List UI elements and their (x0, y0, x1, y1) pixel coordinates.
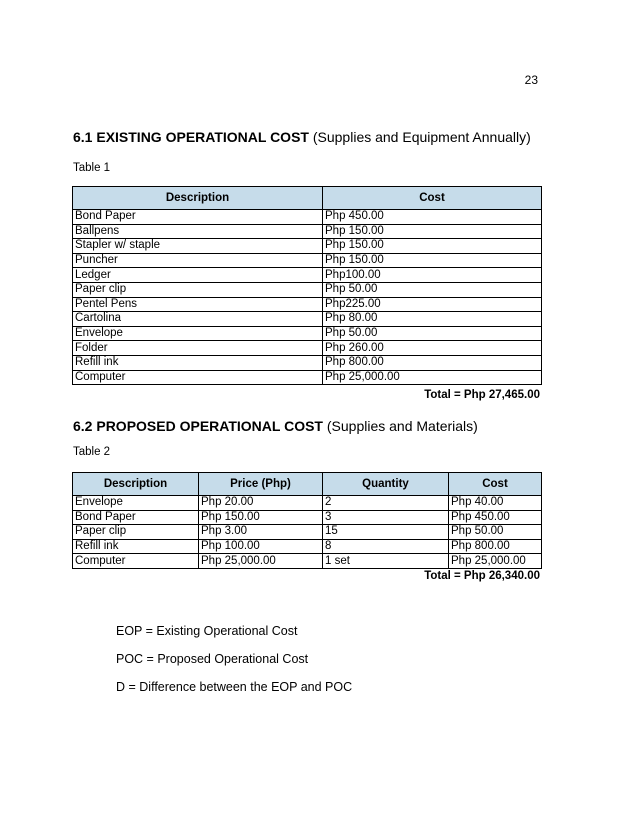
table-cell: Ledger (73, 268, 323, 283)
column-header: Quantity (323, 473, 449, 496)
table-cell: Computer (73, 554, 199, 569)
table-cell: Envelope (73, 326, 323, 341)
table-cell: Php 25,000.00 (449, 554, 542, 569)
column-header: Description (73, 187, 323, 210)
table-cell: Puncher (73, 253, 323, 268)
column-header: Cost (449, 473, 542, 496)
total-proposed: Total = Php 26,340.00 (424, 570, 540, 582)
column-header: Cost (323, 187, 542, 210)
table-caption: Table 1 (73, 162, 111, 174)
table-row (73, 355, 542, 370)
table-cell: Php 150.00 (323, 239, 542, 254)
table-cell: Cartolina (73, 312, 323, 327)
total-existing: Total = Php 27,465.00 (424, 389, 540, 401)
table-row (73, 253, 542, 268)
table-cell: Pentel Pens (73, 297, 323, 312)
table-cell: Php100.00 (323, 268, 542, 283)
table-row (73, 510, 542, 525)
table-cell: Envelope (73, 496, 199, 511)
table-cell: Bond Paper (73, 510, 199, 525)
table-cell: Php 20.00 (199, 496, 323, 511)
proposed-cost-table (72, 472, 542, 569)
table-body (73, 210, 542, 385)
heading-rest: (Supplies and Equipment Annually) (308, 129, 531, 145)
legend-eop: EOP = Existing Operational Cost (116, 624, 298, 638)
table-caption: Table 2 (73, 446, 111, 458)
table-cell: Php 50.00 (323, 326, 542, 341)
table-cell: Php 50.00 (449, 525, 542, 540)
table-cell: Php 800.00 (323, 355, 542, 370)
table-row (73, 224, 542, 239)
table-cell: Stapler w/ staple (73, 239, 323, 254)
table-cell: Php 100.00 (199, 539, 323, 554)
existing-cost-table (72, 186, 542, 385)
table-cell: Refill ink (73, 539, 199, 554)
table-row (73, 496, 542, 511)
table-cell: Php225.00 (323, 297, 542, 312)
legend-d: D = Difference between the EOP and POC (116, 680, 353, 694)
table-cell: 15 (323, 525, 449, 540)
table-cell: Computer (73, 370, 323, 385)
table-cell: Ballpens (73, 224, 323, 239)
table-row (73, 239, 542, 254)
table-cell: Folder (73, 341, 323, 356)
table-cell: Paper clip (73, 525, 199, 540)
table-row (73, 370, 542, 385)
page-number: 23 (524, 73, 538, 87)
column-header: Description (73, 473, 199, 496)
table-row (73, 341, 542, 356)
table-row (73, 268, 542, 283)
table-row (73, 525, 542, 540)
table-cell: Php 3.00 (199, 525, 323, 540)
table-cell: Php 260.00 (323, 341, 542, 356)
table-cell: Php 450.00 (449, 510, 542, 525)
table-cell: Php 40.00 (449, 496, 542, 511)
heading-rest: (Supplies and Materials) (322, 418, 478, 434)
table-header-row (73, 473, 542, 496)
table-row (73, 297, 542, 312)
legend-poc: POC = Proposed Operational Cost (116, 652, 309, 666)
section-heading-existing (73, 128, 531, 146)
table-cell: Php 50.00 (323, 282, 542, 297)
section-heading-proposed (73, 417, 478, 435)
table-cell: Paper clip (73, 282, 323, 297)
column-header: Price (Php) (199, 473, 323, 496)
table-cell: 1 set (323, 554, 449, 569)
table-row (73, 326, 542, 341)
table-cell: 3 (323, 510, 449, 525)
table-cell: 2 (323, 496, 449, 511)
table-cell: Refill ink (73, 355, 323, 370)
table-cell: Php 25,000.00 (323, 370, 542, 385)
table-cell: Php 150.00 (323, 253, 542, 268)
table-row (73, 539, 542, 554)
table-cell: Php 150.00 (199, 510, 323, 525)
table-cell: Php 150.00 (323, 224, 542, 239)
heading-bold: 6.1 EXISTING OPERATIONAL COST (73, 129, 309, 145)
table-row (73, 282, 542, 297)
table-cell: Php 800.00 (449, 539, 542, 554)
table-cell: Php 450.00 (323, 210, 542, 225)
table-cell: Bond Paper (73, 210, 323, 225)
table-cell: Php 80.00 (323, 312, 542, 327)
table-header-row (73, 187, 542, 210)
table-body (73, 496, 542, 569)
table-cell: 8 (323, 539, 449, 554)
heading-bold: 6.2 PROPOSED OPERATIONAL COST (73, 418, 323, 434)
table-row (73, 312, 542, 327)
table-row (73, 210, 542, 225)
table-row (73, 554, 542, 569)
table-cell: Php 25,000.00 (199, 554, 323, 569)
